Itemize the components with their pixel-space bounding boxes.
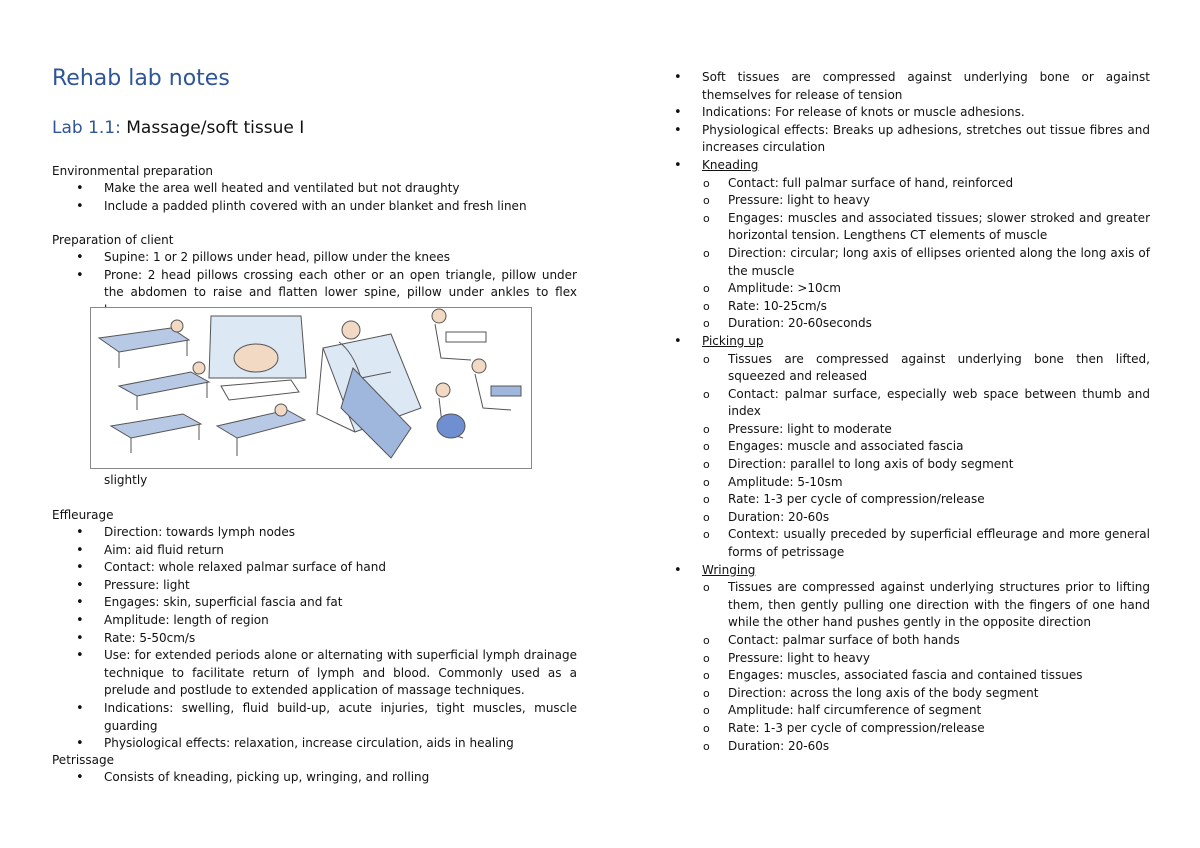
list-item: • Engages: skin, superficial fascia and fat [52, 594, 577, 612]
list-item: o Amplitude: half circumference of segment [650, 702, 1150, 720]
list-item: • Rate: 5-50cm/s [52, 630, 577, 648]
list-item: • Aim: aid fluid return [52, 542, 577, 560]
list-item: o Duration: 20-60s [650, 738, 1150, 756]
list-item: o Rate: 1-3 per cycle of compression/release [650, 720, 1150, 738]
list-item: o Pressure: light to heavy [650, 192, 1150, 210]
list-item: o Duration: 20-60s [650, 509, 1150, 527]
patient-positions-drawing [91, 308, 531, 468]
list-item: o Direction: parallel to long axis of body segment [650, 456, 1150, 474]
list-item: • Physiological effects: Breaks up adhesions, stretches out tissue fibres and increases circulation [650, 122, 1150, 157]
list-item: o Pressure: light to moderate [650, 421, 1150, 439]
lab-number: Lab 1.1: [52, 118, 121, 138]
lab-subtitle [52, 118, 304, 138]
list-item: o Context: usually preceded by superficial effleurage and more general forms of petrissage [650, 526, 1150, 561]
list-item: o Amplitude: 5-10sm [650, 474, 1150, 492]
list-item: • Direction: towards lymph nodes [52, 524, 577, 542]
list-item: o Contact: palmar surface, especially web space between thumb and index [650, 386, 1150, 421]
list-item: • Make the area well heated and ventilated but not draughty [52, 180, 577, 198]
list-item: o Tissues are compressed against underlying bone then lifted, squeezed and released [650, 351, 1150, 386]
list-item: • Prone: 2 head pillows crossing each other or an open triangle, pillow under the abdomen to raise and flatten lower spine, pillow under ankles to flex [52, 267, 577, 320]
lab-topic: Massage/soft tissue I [126, 118, 305, 138]
list-item: o Engages: muscles, associated fascia and contained tissues [650, 667, 1150, 685]
list-item: • Use: for extended periods alone or alternating with superficial lymph drainage technique to facilitate return of lymph and blood. Commonly used as a prelude and postlude to extended application of massage techniques. [52, 647, 577, 700]
list-item: • Indications: For release of knots or muscle adhesions. [650, 104, 1150, 122]
wringing-heading [650, 562, 1150, 756]
list-item: o Tissues are compressed against underlying structures prior to lifting them, then gently pulling one direction with the fingers of one hand while the other hand pushes gently in the opposite direction [650, 579, 1150, 632]
list-item: • Pressure: light [52, 577, 577, 595]
list-item: o Contact: palmar surface of both hands [650, 632, 1150, 650]
list-item: o Direction: across the long axis of the body segment [650, 685, 1150, 703]
list-item: o Duration: 20-60seconds [650, 315, 1150, 333]
list-item: o Amplitude: >10cm [650, 280, 1150, 298]
list-item: o Rate: 1-3 per cycle of compression/release [650, 491, 1150, 509]
list-item: o Contact: full palmar surface of hand, reinforced [650, 175, 1150, 193]
list-item: o Engages: muscles and associated tissues; slower stroked and greater horizontal tension. Lengthens CT elements of muscle [650, 210, 1150, 245]
env-heading: Environmental preparation [52, 164, 214, 178]
list-item: o Direction: circular; long axis of ellipses oriented along the long axis of the muscle [650, 245, 1150, 280]
picking-label: Picking up [702, 333, 764, 348]
list-item: • Amplitude: length of region [52, 612, 577, 630]
list-item: • Contact: whole relaxed palmar surface of hand [52, 559, 577, 577]
list-item: o Engages: muscle and associated fascia [650, 438, 1150, 456]
env-section [52, 162, 577, 215]
right-column [650, 69, 1150, 755]
list-item: o Pressure: light to heavy [650, 650, 1150, 668]
list-item: o Rate: 10-25cm/s [650, 298, 1150, 316]
kneading-heading [650, 157, 1150, 333]
petrissage-section [52, 751, 577, 787]
effleurage-section [52, 506, 577, 753]
effleurage-heading: Effleurage [52, 508, 114, 522]
list-item: • Consists of kneading, picking up, wringing, and rolling [52, 769, 577, 787]
figure-caption: slightly [104, 473, 148, 487]
list-item: • Physiological effects: relaxation, increase circulation, aids in healing [52, 735, 577, 753]
picking-heading [650, 333, 1150, 562]
wringing-label: Wringing [702, 562, 756, 577]
list-item: • Supine: 1 or 2 pillows under head, pillow under the knees [52, 249, 577, 267]
list-item: • Soft tissues are compressed against underlying bone or against themselves for release of tension [650, 69, 1150, 104]
page-title: Rehab lab notes [52, 66, 230, 91]
client-heading: Preparation of client [52, 233, 174, 247]
positioning-illustration [90, 307, 532, 469]
petrissage-heading: Petrissage [52, 753, 115, 767]
kneading-label: Kneading [702, 157, 759, 172]
list-item: • Include a padded plinth covered with an under blanket and fresh linen [52, 198, 577, 216]
list-item: • Indications: swelling, fluid build-up, acute injuries, tight muscles, muscle guarding [52, 700, 577, 735]
